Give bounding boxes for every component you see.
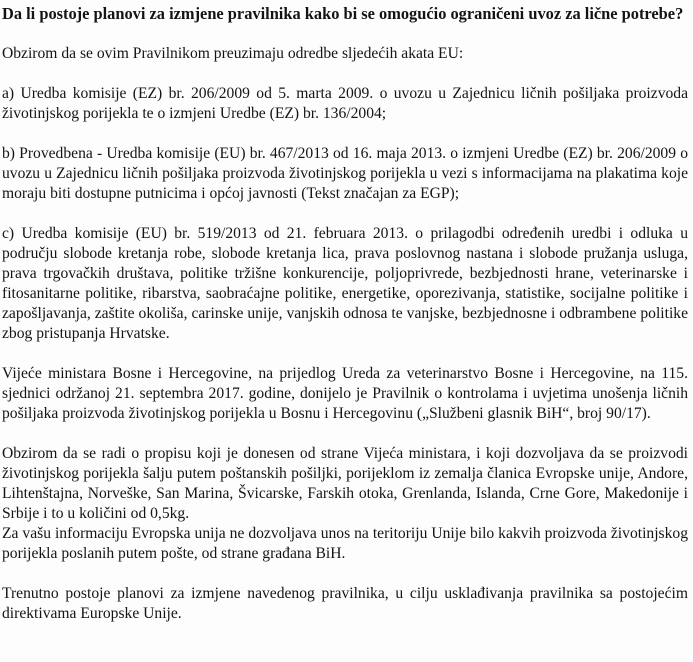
eu-info-paragraph: Za vašu informaciju Evropska unija ne dozvoljava unos na teritoriju Unije bilo kakvih proizvoda životinjskog porijekla poslanih putem pošte, od strane građana BiH.: [2, 525, 688, 562]
intro-paragraph: Obzirom da se ovim Pravilnikom preuzimaju odredbe sljedećih akata EU:: [2, 45, 464, 62]
regulation-scope-paragraph: Obzirom da se radi o propisu koji je donesen od strane Vijeća ministara, i koji dozvoljava da se proizvodi životinjskog porijekla šalju putem poštanskih pošiljki, porijeklom iz zemalja članica Evropske unije, Andore, Lihtenštajna, Norveške, San Marina, Švicarske, Farskih otoka, Grenlanda, Islanda, Crne Gore, Makedonije i Srbije i to u količini od 0,5kg.: [2, 445, 688, 522]
council-decision-paragraph: Vijeće ministara Bosne i Hercegovine, na prijedlog Ureda za veterinarstvo Bosne i Hercegovine, na 115. sjednici održanoj 21. septembra 2017. godine, donijelo je Pravilnik o kontrolama i uvjetima unošenja ličnih pošiljaka proizvoda životinjskog porijekla u Bosnu i Hercegovinu („Službeni glasnik BiH“, broj 90/17).: [2, 365, 688, 422]
eu-act-item-c: c) Uredba komisije (EU) br. 519/2013 od 21. februara 2013. o prilagodbi određenih uredbi i odluka u području slobode kretanja robe, slobode kretanja lica, prava poslovnog nastana i slobode pružanja usluga, prava trgovačkih društava, politike tržišne konkurencije, poljoprivrede, bezbjednosti hrane, veterinarske i fitosanitarne politike, ribarstva, saobraćajne politike, energetike, oporezivanja, statistike, socijalne politike i zapošljavanja, zaštite okoliša, carinske unije, vanjskih odnosa te vanjske, bezbjednosne i odbrambene politike zbog pristupanja Hrvatske.: [2, 225, 688, 342]
question-heading: Da li postoje planovi za izmjene pravilnika kako bi se omogućio ograničeni uvoz za lične potrebe?: [2, 4, 684, 23]
conclusion-paragraph: Trenutno postoje planovi za izmjene navedenog pravilnika, u cilju usklađivanja pravilnika sa postojećim direktivama Europske Unije.: [2, 585, 688, 622]
document-body: [2, 4, 688, 644]
eu-act-item-b: b) Provedbena - Uredba komisije (EU) br. 467/2013 od 16. maja 2013. o izmjeni Uredbe (EZ) br. 206/2009 o uvozu u Zajednicu ličnih pošiljaka proizvoda životinjskog porijekla u vezi s informacijama na plakatima koje moraju biti dostupne putnicima i općoj javnosti (Tekst značajan za EGP);: [2, 145, 688, 202]
eu-act-item-a: a) Uredba komisije (EZ) br. 206/2009 od 5. marta 2009. o uvozu u Zajednicu ličnih pošiljaka proizvoda životinjskog porijekla te o izmjeni Uredbe (EZ) br. 136/2004;: [2, 85, 688, 122]
